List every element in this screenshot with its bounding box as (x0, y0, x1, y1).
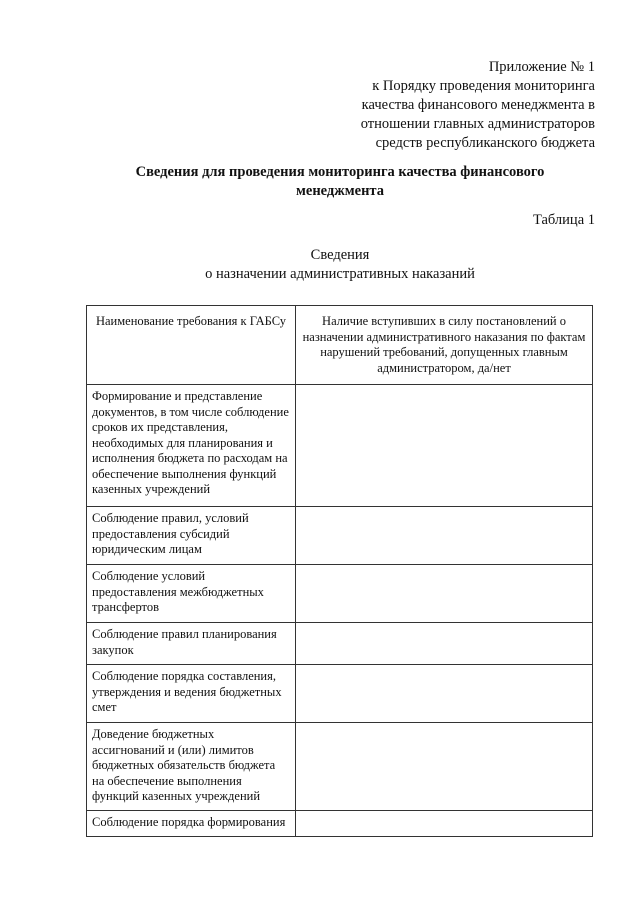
requirement-cell: Соблюдение правил планирования закупок (87, 623, 296, 665)
appendix-line: к Порядку проведения мониторинга (372, 78, 595, 94)
requirement-cell: Доведение бюджетных ассигнований и (или) лимитов бюджетных обязательств бюджета на обеспечение выполнения функций казенных учреждений (87, 723, 296, 811)
value-cell (296, 623, 593, 665)
table-row (87, 723, 593, 811)
penalties-table (86, 305, 593, 837)
table-caption-line1: Сведения (310, 247, 370, 263)
appendix-line: Приложение № 1 (488, 59, 595, 75)
table-row (87, 811, 593, 837)
appendix-line: отношении главных администраторов (360, 116, 595, 132)
requirement-cell: Соблюдение условий предоставления межбюджетных трансфертов (87, 565, 296, 623)
table-row (87, 385, 593, 507)
document-title: Сведения для проведения мониторинга качества финансового менеджмента (135, 164, 545, 199)
value-cell (296, 723, 593, 811)
header-penalty-presence: Наличие вступивших в силу постановлений о назначении административного наказания по фактам нарушений требований, допущенных главным администратором, да/нет (296, 306, 593, 385)
value-cell (296, 811, 593, 837)
requirement-cell: Соблюдение порядка формирования (87, 811, 296, 837)
requirement-cell: Соблюдение порядка составления, утверждения и ведения бюджетных смет (87, 665, 296, 723)
table-row (87, 565, 593, 623)
table-caption (150, 246, 530, 284)
value-cell (296, 565, 593, 623)
appendix-line: средств республиканского бюджета (375, 135, 595, 151)
value-cell (296, 507, 593, 565)
value-cell (296, 385, 593, 507)
appendix-block (361, 58, 595, 153)
table-caption-line2: о назначении административных наказаний (205, 266, 475, 282)
table-row (87, 665, 593, 723)
header-requirement: Наименование требования к ГАБСу (87, 306, 296, 385)
table-row (87, 623, 593, 665)
requirement-cell: Соблюдение правил, условий предоставления субсидий юридическим лицам (87, 507, 296, 565)
table-number: Таблица 1 (532, 212, 595, 228)
value-cell (296, 665, 593, 723)
requirement-cell: Формирование и представление документов, в том числе соблюдение сроков их представления, необходимых для планирования и исполнения бюджета по расходам на обеспечение выполнения функций казенных учреждений (87, 385, 296, 507)
table-row (87, 507, 593, 565)
table-header-row (87, 306, 593, 385)
appendix-line: качества финансового менеджмента в (361, 97, 595, 113)
